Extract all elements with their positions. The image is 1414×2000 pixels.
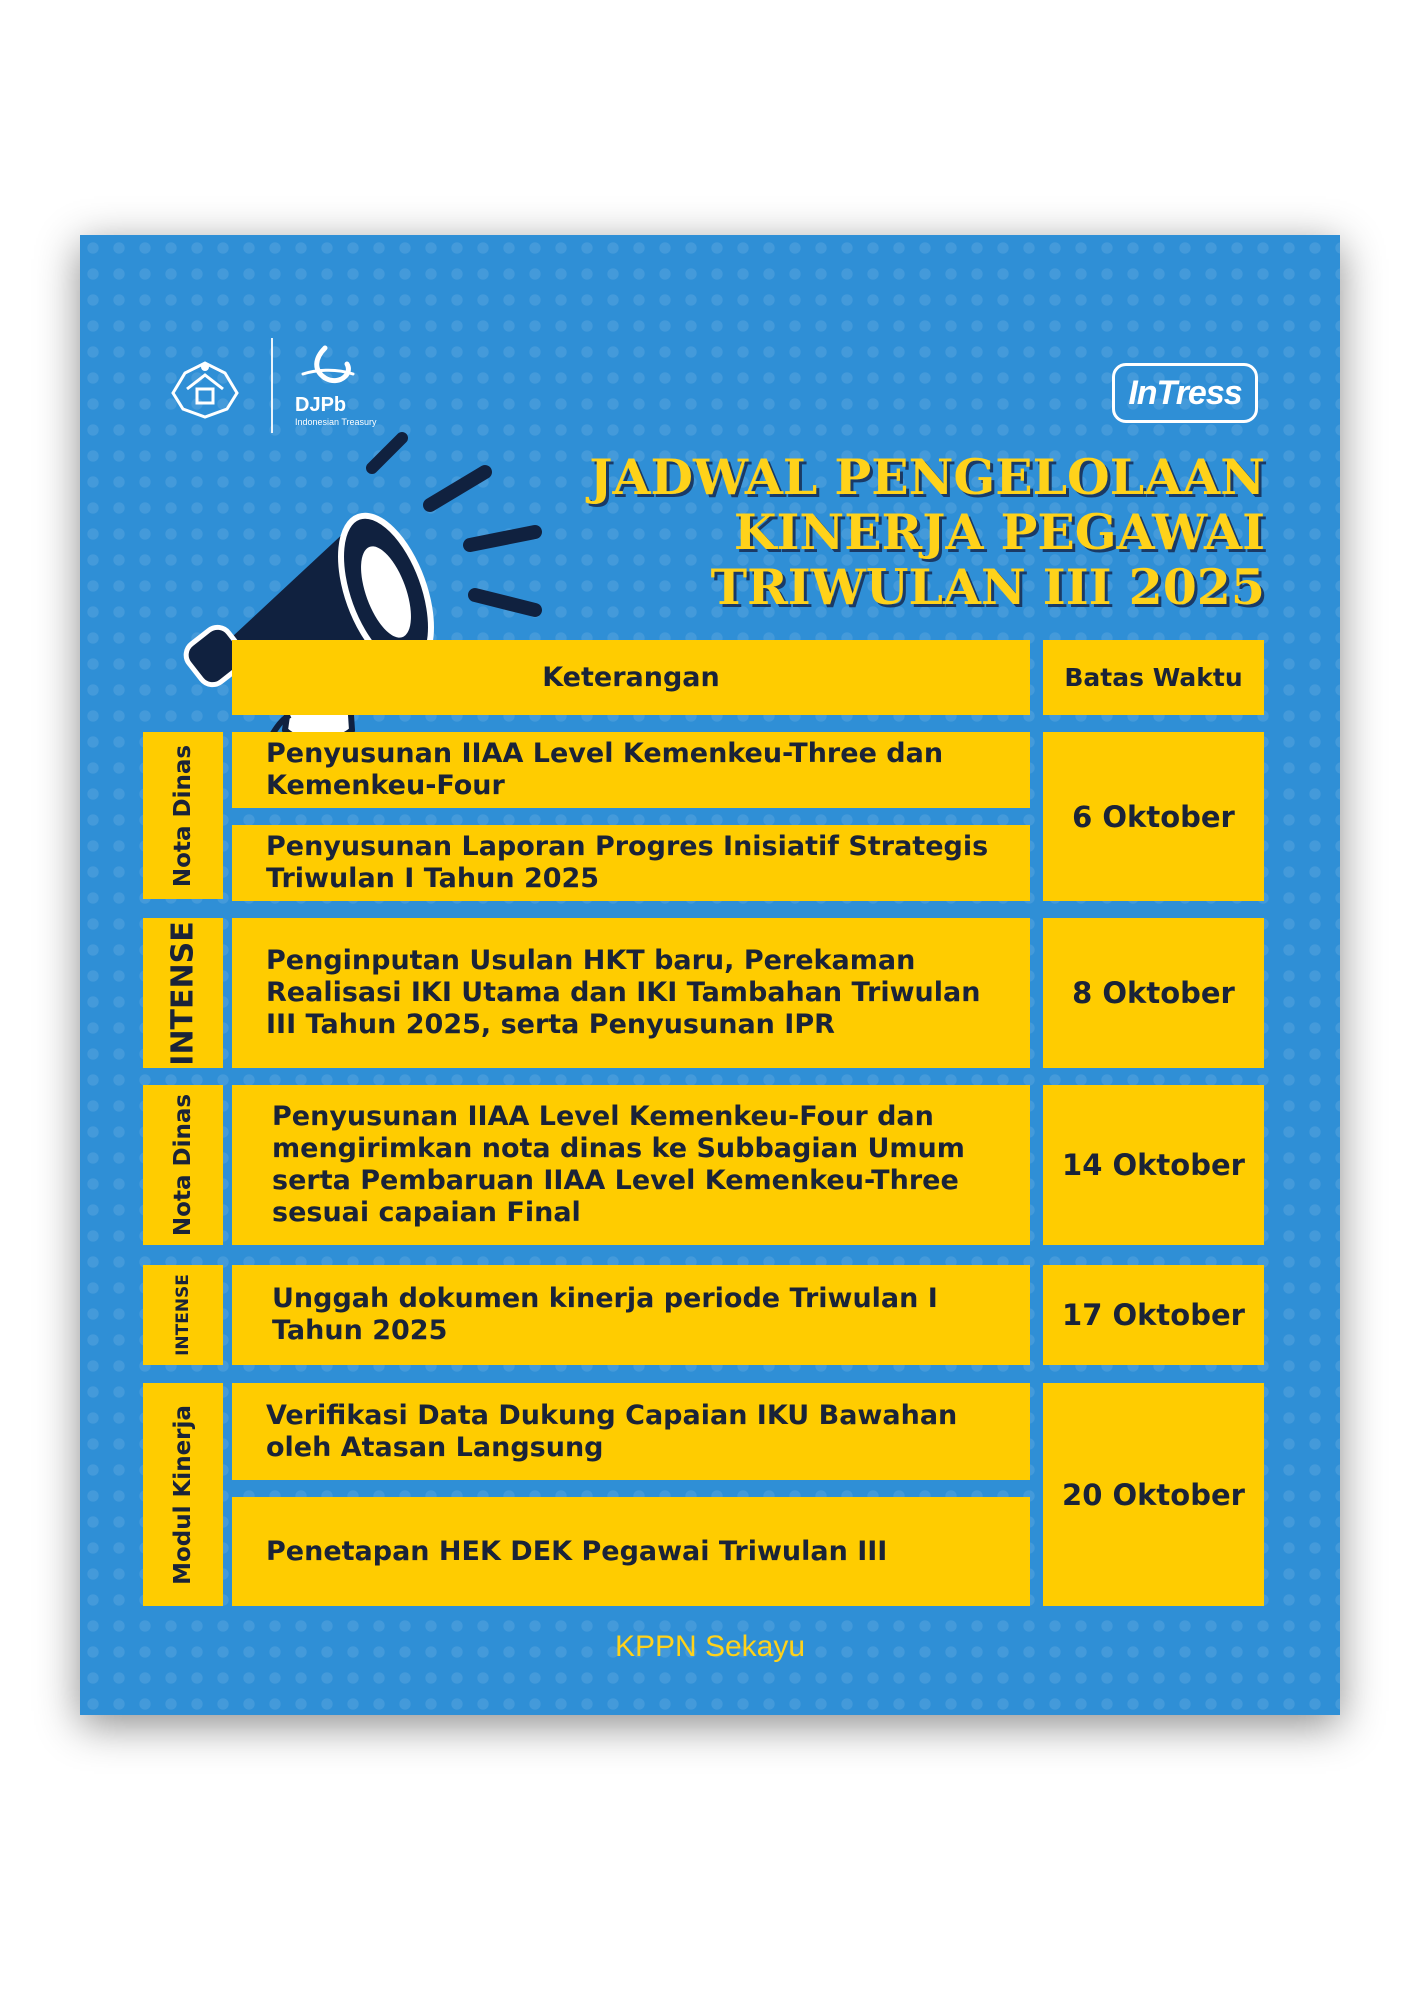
poster (80, 235, 1340, 1715)
group-label-intense-2: INTENSE (143, 1265, 223, 1365)
deadline-cell: 14 Oktober (1043, 1085, 1264, 1245)
task-row: Unggah dokumen kinerja periode Triwulan I Tahun 2025 (232, 1265, 1030, 1365)
group-label-intense-1: INTENSE (143, 918, 223, 1068)
deadline-cell: 6 Oktober (1043, 732, 1264, 901)
title-line-2: KINERJA PEGAWAI (733, 503, 1265, 561)
deadline-cell: 20 Oktober (1043, 1383, 1264, 1606)
deadline-cell: 17 Oktober (1043, 1265, 1264, 1365)
title-line-1: JADWAL PENGELOLAAN (589, 448, 1265, 506)
task-row: Penyusunan Laporan Progres Inisiatif Strategis Triwulan I Tahun 2025 (232, 825, 1030, 901)
djpb-name: DJPb (295, 393, 347, 416)
group-label-nota-dinas-1: Nota Dinas (143, 732, 223, 899)
task-row: Penyusunan IIAA Level Kemenkeu-Four dan mengirimkan nota dinas ke Subbagian Umum serta Pembaruan IIAA Level Kemenkeu-Three sesuai capaian Final (232, 1085, 1030, 1245)
task-row: Penyusunan IIAA Level Kemenkeu-Three dan Kemenkeu-Four (232, 732, 1030, 808)
intress-logo: InTress (1112, 363, 1258, 423)
task-row: Penetapan HEK DEK Pegawai Triwulan III (232, 1497, 1030, 1606)
task-row: Verifikasi Data Dukung Capaian IKU Bawahan oleh Atasan Langsung (232, 1383, 1030, 1480)
task-row: Penginputan Usulan HKT baru, Perekaman Realisasi IKI Utama dan IKI Tambahan Triwulan III Tahun 2025, serta Penyusunan IPR (232, 918, 1030, 1068)
page-title (445, 450, 1265, 615)
group-label-nota-dinas-2: Nota Dinas (143, 1085, 223, 1245)
title-line-3: TRIWULAN III 2025 (710, 558, 1265, 616)
group-label-modul-kinerja: Modul Kinerja (143, 1383, 223, 1606)
deadline-cell: 8 Oktober (1043, 918, 1264, 1068)
footer-org: KPPN Sekayu (614, 1630, 806, 1663)
header-keterangan: Keterangan (232, 640, 1030, 715)
header-batas-waktu: Batas Waktu (1043, 640, 1264, 715)
djpb-subtitle: Indonesian Treasury (295, 416, 377, 427)
djpb-logo-icon (295, 344, 357, 392)
